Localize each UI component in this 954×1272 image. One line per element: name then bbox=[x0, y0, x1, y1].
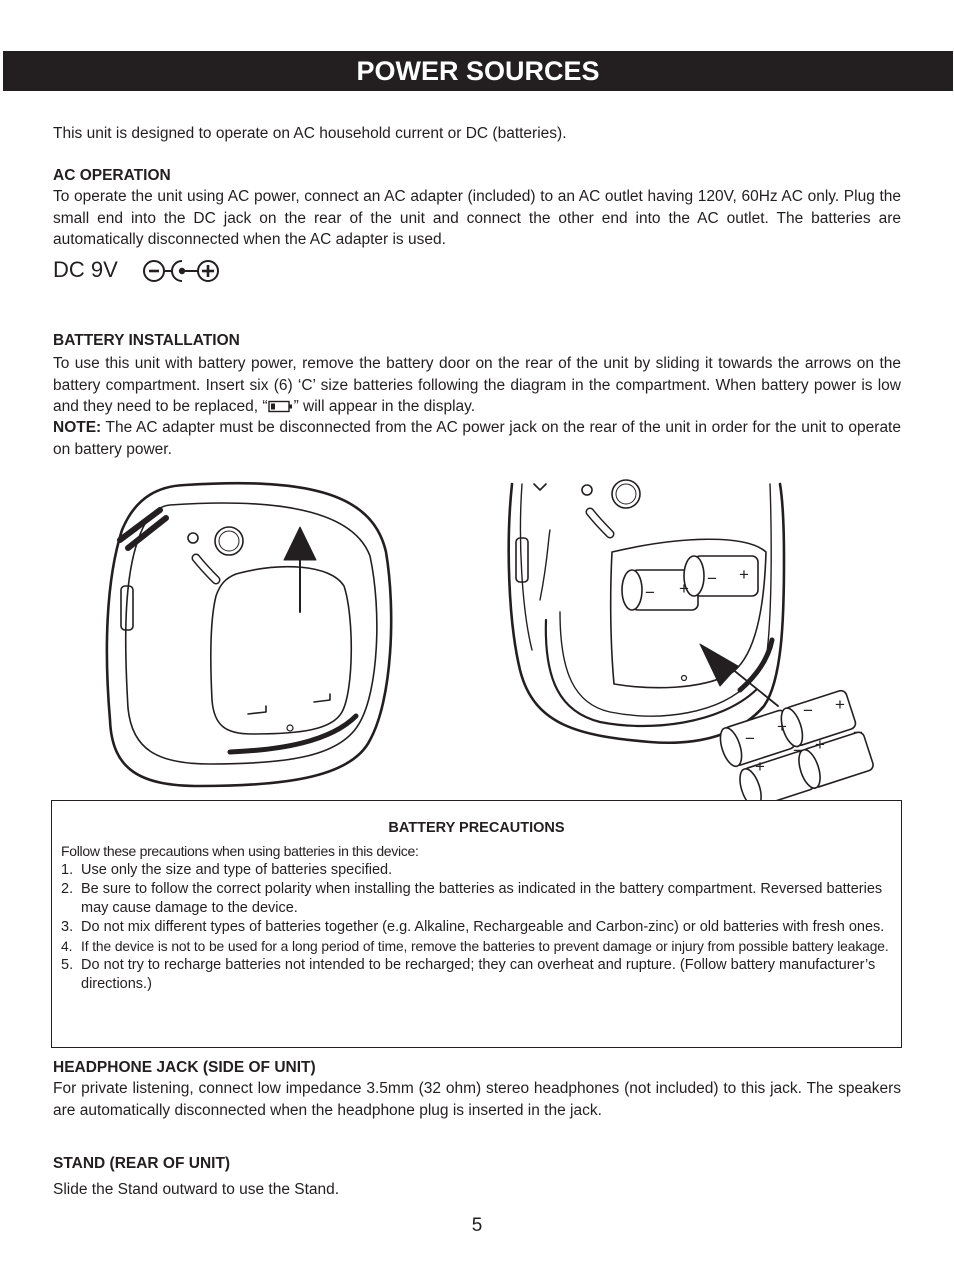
polarity-mark: + bbox=[815, 735, 825, 754]
ac-operation-body: To operate the unit using AC power, connect an AC adapter (included) to an AC outlet having 120V, 60Hz AC only. Plug the small end into the DC jack on the rear of the unit and connect the other end into the AC outlet. The batteries are automatically disconnected when the AC adapter is used. bbox=[53, 188, 901, 248]
polarity-mark: + bbox=[835, 695, 845, 714]
polarity-mark: − bbox=[707, 569, 717, 588]
list-item: 4. If the device is not to be used for a long period of time, remove the batteries to prevent damage or injury from possible battery leakage. bbox=[61, 939, 889, 954]
list-item: 2. Be sure to follow the correct polarity when installing the batteries as indicated in the battery compartment. Reversed batteries may cause damage to the device. bbox=[61, 881, 883, 916]
headphone-jack-body: For private listening, connect low impedance 3.5mm (32 ohm) stereo headphones (not included) to this jack. The speakers are automatically disconnected when the headphone plug is inserted in the jack. bbox=[53, 1080, 901, 1119]
polarity-mark: − bbox=[645, 583, 655, 602]
polarity-mark: − bbox=[803, 701, 813, 720]
list-item: 5. Do not try to recharge batteries not intended to be recharged; they can overheat and rupture. (Follow battery manufacturer’s directions.) bbox=[61, 957, 876, 992]
battery-precautions-box bbox=[51, 800, 902, 1048]
battery-precautions-list bbox=[61, 861, 891, 994]
list-item: 1. Use only the size and type of batteries specified. bbox=[61, 862, 393, 878]
rear-unit-battery-door-figure bbox=[107, 483, 391, 786]
ac-operation-heading: AC OPERATION bbox=[53, 167, 171, 184]
stand-heading: STAND (REAR OF UNIT) bbox=[53, 1155, 231, 1172]
polarity-mark: + bbox=[777, 717, 787, 736]
battery-installation-illustration bbox=[0, 476, 954, 800]
battery-note: NOTE: The AC adapter must be disconnected from the AC power jack on the rear of the unit in order for the unit to operate on battery power. bbox=[53, 419, 901, 458]
dc-voltage-label: DC 9V bbox=[53, 257, 118, 282]
list-item: 3. Do not mix different types of batteries together (e.g. Alkaline, Rechargeable and Carbon-zinc) or old batteries with fresh ones. bbox=[61, 919, 885, 935]
battery-installation-heading: BATTERY INSTALLATION bbox=[53, 332, 240, 349]
note-label: NOTE: bbox=[53, 419, 102, 436]
page-number: 5 bbox=[471, 1215, 483, 1236]
polarity-mark: + bbox=[679, 579, 689, 598]
page-title-banner bbox=[3, 51, 953, 91]
stand-body: Slide the Stand outward to use the Stand. bbox=[53, 1181, 340, 1198]
polarity-mark: − bbox=[745, 729, 755, 748]
polarity-mark: + bbox=[755, 757, 765, 776]
polarity-mark: + bbox=[739, 565, 749, 584]
polarity-mark: − bbox=[793, 741, 803, 760]
headphone-jack-heading: HEADPHONE JACK (SIDE OF UNIT) bbox=[53, 1059, 316, 1076]
dc-polarity-icon bbox=[141, 258, 223, 284]
battery-precautions-title: BATTERY PRECAUTIONS bbox=[388, 820, 565, 836]
battery-precautions-intro: Follow these precautions when using batteries in this device: bbox=[61, 843, 419, 859]
polarity-mark: − bbox=[853, 723, 863, 742]
intro-text: This unit is designed to operate on AC household current or DC (batteries). bbox=[53, 125, 567, 142]
page-title: POWER SOURCES bbox=[356, 56, 600, 86]
low-battery-icon bbox=[268, 400, 294, 413]
battery-installation-body: To use this unit with battery power, remove the battery door on the rear of the unit by sliding it towards the arrows on the battery compartment. Insert six (6) ‘C’ size batteries following the diagram in the compartment. When battery power is low and they need to be replaced, “ ” will appear in the display. bbox=[53, 355, 901, 415]
